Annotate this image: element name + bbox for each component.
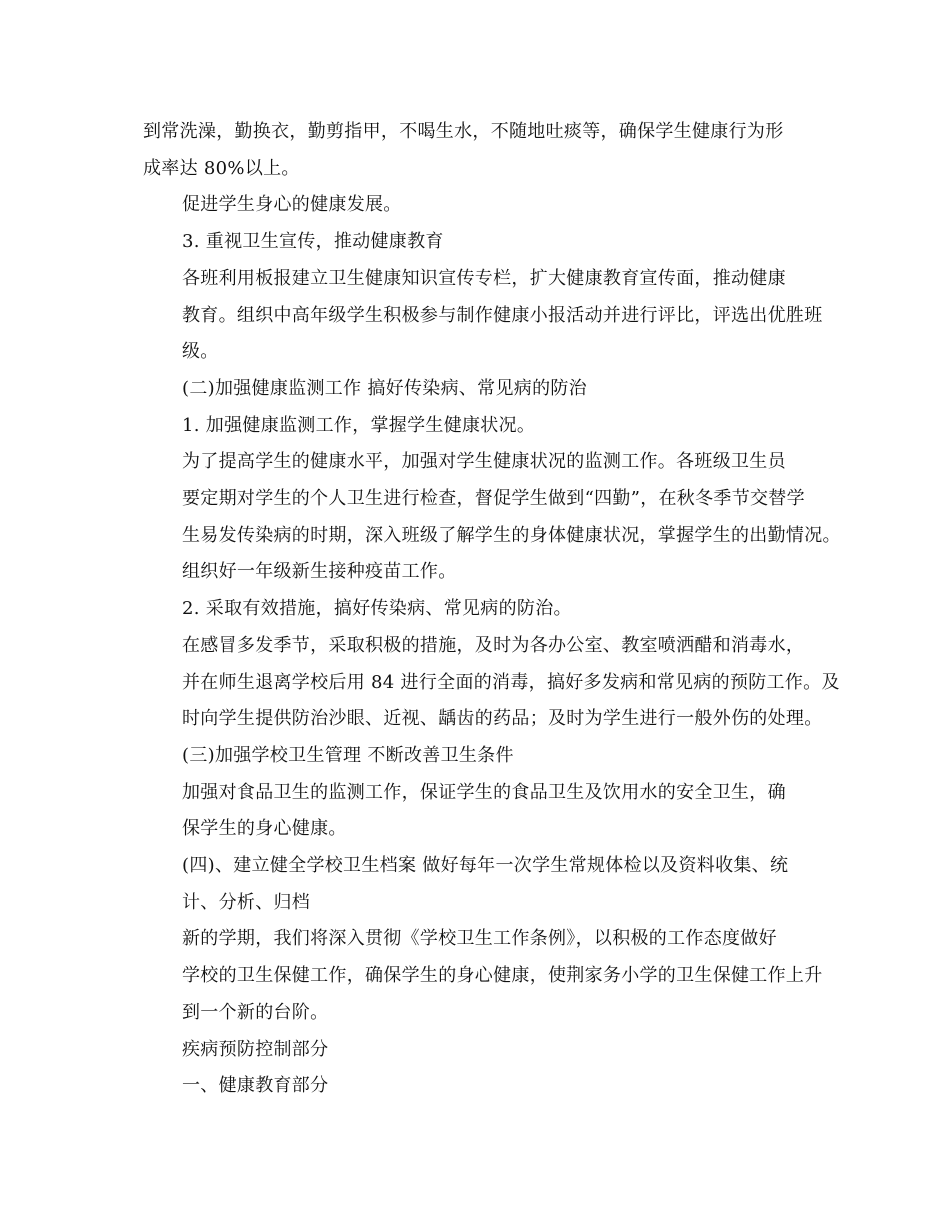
text-line: 到常洗澡，勤换衣，勤剪指甲，不喝生水，不随地吐痰等，确保学生健康行为形 [143, 121, 784, 142]
text-line: 组织好一年级新生接种疫苗工作。 [182, 561, 457, 583]
document-body [143, 114, 841, 1105]
text-line: 新的学期，我们将深入贯彻《学校卫生工作条例》，以积极的工作态度做好 [182, 928, 777, 950]
text-line: 2. 采取有效措施，搞好传染病、常见病的防治。 [182, 598, 572, 620]
paragraph-hygiene-habits [143, 114, 811, 187]
heading-hygiene-publicity [143, 224, 811, 261]
text-line: 3. 重视卫生宣传，推动健康教育 [182, 231, 444, 253]
text-line: 为了提高学生的健康水平，加强对学生健康状况的监测工作。各班级卫生员 [182, 451, 786, 473]
heading-health-education [143, 1068, 811, 1105]
paragraph-flu-season [143, 628, 840, 738]
text-line: 时向学生提供防治沙眼、近视、龋齿的药品；及时为学生进行一般外伤的处理。 [182, 708, 823, 730]
heading-section-two [143, 371, 811, 408]
text-line: (二)加强健康监测工作 搞好传染病、常见病的防治 [182, 377, 587, 399]
text-line: 级。 [182, 341, 219, 363]
paragraph-food-hygiene [143, 775, 811, 848]
text-line: 促进学生身心的健康发展。 [182, 194, 402, 216]
text-line: 疾病预防控制部分 [182, 1038, 329, 1060]
text-line: 学校的卫生保健工作，确保学生的身心健康，使荆家务小学的卫生保健工作上升 [182, 965, 823, 987]
paragraph-promote-development [143, 187, 811, 224]
text-line: 保学生的身心健康。 [182, 818, 347, 840]
paragraph-blackboard-publicity [143, 261, 823, 371]
heading-health-monitoring [143, 408, 811, 445]
heading-disease-prevention [143, 1032, 811, 1069]
heading-section-three [143, 738, 811, 775]
text-line: 要定期对学生的个人卫生进行检查，督促学生做到“四勤”，在秋冬季节交替学 [182, 488, 805, 510]
text-line: (三)加强学校卫生管理 不断改善卫生条件 [182, 744, 514, 766]
paragraph-new-semester [143, 921, 823, 1031]
text-line: 成率达 80%以上。 [143, 157, 300, 179]
text-line: 并在师生退离学校后用 84 进行全面的消毒，搞好多发病和常见病的预防工作。及 [182, 671, 840, 693]
text-line: 计、分析、归档 [182, 891, 311, 913]
text-line: 1. 加强健康监测工作，掌握学生健康状况。 [182, 414, 536, 436]
paragraph-monitoring-work [143, 444, 841, 591]
text-line: 生易发传染病的时期，深入班级了解学生的身体健康状况，掌握学生的出勤情况。 [182, 524, 841, 546]
text-line: 到一个新的台阶。 [182, 1001, 329, 1023]
heading-effective-measures [143, 591, 811, 628]
text-line: (四)、建立健全学校卫生档案 做好每年一次学生常规体检以及资料收集、统 [182, 855, 789, 877]
text-line: 各班利用板报建立卫生健康知识宣传专栏，扩大健康教育宣传面，推动健康 [182, 267, 786, 289]
text-line: 在感冒多发季节，采取积极的措施，及时为各办公室、教室喷洒醋和消毒水， [182, 634, 805, 656]
heading-section-four [143, 848, 811, 921]
text-line: 加强对食品卫生的监测工作，保证学生的食品卫生及饮用水的安全卫生，确 [182, 781, 786, 803]
text-line: 一、健康教育部分 [182, 1075, 329, 1097]
text-line: 教育。组织中高年级学生积极参与制作健康小报活动并进行评比，评选出优胜班 [182, 304, 823, 326]
